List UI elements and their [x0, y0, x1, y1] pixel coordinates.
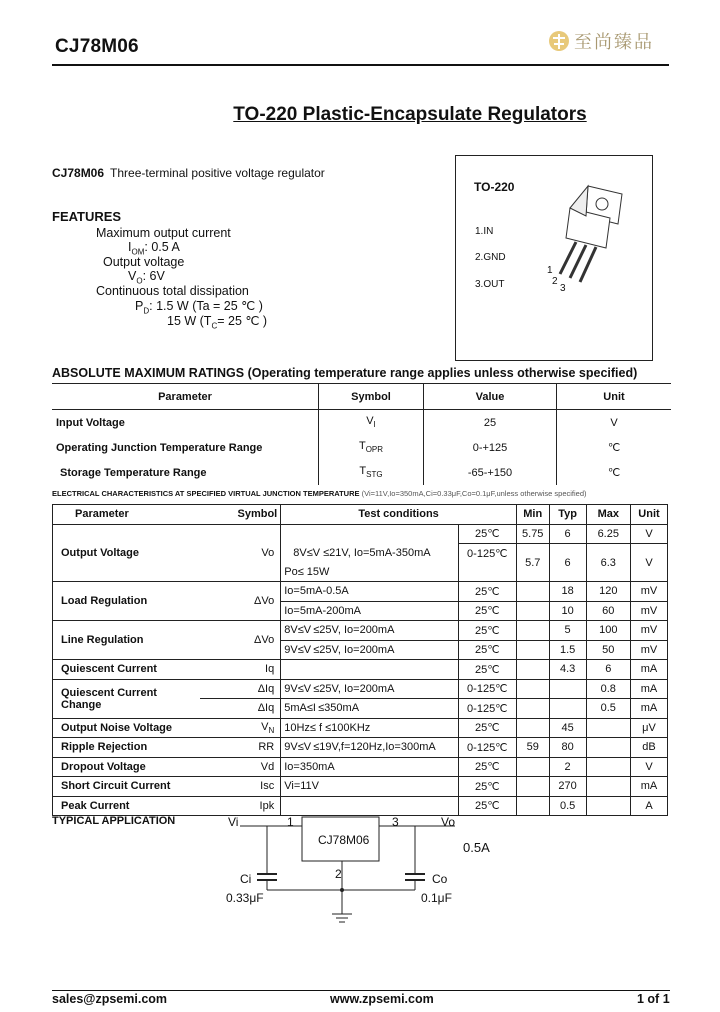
max-output-current-label: Maximum output current	[96, 226, 231, 240]
amr-symbol: $T_{OPR}$	[319, 435, 424, 460]
ec-header-symbol: Symbol	[200, 505, 280, 525]
table-row: Peak Current Ipk 25℃ 0.5 A	[53, 796, 668, 816]
table-row: Quiescent Current Iq 25℃ 4.3 6 mA	[53, 660, 668, 680]
table-row: 8V≤V ≤21V, Io=5mA-350mA 0-125℃ 5.7 6 6.3 V	[53, 544, 668, 563]
logo-icon	[548, 29, 570, 53]
amr-value: -65-+150	[424, 460, 557, 485]
amr-param: Storage Temperature Range	[52, 460, 319, 485]
co-value: 0.1μF	[421, 891, 452, 905]
logo-text: 至尚臻品	[574, 32, 654, 52]
pin1-label: 1	[287, 815, 294, 829]
pin-3-label: 3.OUT	[475, 279, 505, 290]
pin-num-1: 1	[547, 265, 553, 276]
footer-page-number: 1 of 1	[637, 992, 670, 1006]
ec-table	[52, 504, 668, 816]
vo-spec: $V_O$: 6V	[128, 269, 165, 286]
pin-num-3: 3	[560, 283, 566, 294]
description-part: CJ78M06	[52, 166, 105, 180]
footer-website[interactable]: www.zpsemi.com	[330, 992, 434, 1006]
table-row: Line Regulation ΔVo 8V≤V ≤25V, Io=200mA 25℃ 5 100 mV	[53, 621, 668, 641]
table-row: Output Voltage Vo 25℃ 5.75 6 6.25 V	[53, 524, 668, 544]
amr-header-symbol: Symbol	[319, 384, 424, 410]
table-row: ΔIq 5mA≤I ≤350mA 0-125℃ 0.5 mA	[53, 699, 668, 719]
table-row: Output Noise Voltage $V_N$ 10Hz≤ f ≤100KHz 25℃ 45 μV	[53, 718, 668, 738]
amr-symbol: $T_{STG}$	[319, 460, 424, 485]
pd-spec: $P_D$: 1.5 W (Ta = 25 ℃ )	[135, 299, 263, 316]
amr-unit: ℃	[607, 467, 621, 479]
header-divider	[52, 64, 669, 66]
ic-label: CJ78M06	[318, 833, 370, 847]
amr-value: 25	[424, 410, 557, 436]
ec-header-max: Max	[586, 505, 630, 525]
pd-spec-2: 15 W ($T_C= 25$ ℃ )	[167, 314, 268, 331]
table-row: Load Regulation ΔVo Io=5mA-0.5A 25℃ 18 120 mV	[53, 582, 668, 602]
vo-label: Vo	[441, 815, 456, 829]
pin3-label: 3	[392, 815, 399, 829]
document-title: TO-220 Plastic-Encapsulate Regulators	[233, 104, 587, 125]
ci-label: Ci	[240, 872, 252, 886]
amr-unit: ℃	[607, 442, 621, 454]
ci-value: 0.33μF	[226, 891, 264, 905]
features-heading: FEATURES	[52, 209, 122, 224]
table-row: Po≤ 15W	[53, 563, 668, 582]
pin-num-2: 2	[552, 276, 558, 287]
output-current-label: 0.5A	[463, 840, 490, 855]
table-row: Quiescent Current Change ΔIq 9V≤V ≤25V, Io=200mA 0-125℃ 0.8 mA	[53, 679, 668, 699]
table-row: Short Circuit Current Isc Vi=11V 25℃ 270 mA	[53, 777, 668, 797]
dissipation-label: Continuous total dissipation	[96, 284, 249, 298]
pin-2-label: 2.GND	[475, 252, 506, 263]
description	[52, 166, 325, 180]
table-row	[52, 460, 671, 485]
iom-spec: $I_{OM}$: 0.5 A	[128, 240, 180, 257]
ec-heading: ELECTRICAL CHARACTERISTICS AT SPECIFIED VIRTUAL JUNCTION TEMPERATURE (Vi=11V,Io=350mA,Ci=0.33μF,Co=0.1μF,unless otherwise specified)	[52, 489, 587, 498]
table-row: 9V≤V ≤25V, Io=200mA 25℃ 1.5 50 mV	[53, 640, 668, 660]
amr-table	[52, 383, 671, 485]
ec-conditions: (Vi=11V,Io=350mA,Ci=0.33μF,Co=0.1μF,unless otherwise specified)	[361, 489, 587, 498]
amr-header-value: Value	[424, 384, 557, 410]
ec-header-parameter: Parameter	[53, 505, 201, 525]
part-number-header: CJ78M06	[55, 36, 139, 57]
amr-value: 0-+125	[424, 435, 557, 460]
typical-application-heading: TYPICAL APPLICATION	[52, 815, 176, 827]
ec-header-test-conditions: Test conditions	[281, 505, 517, 525]
table-row	[52, 410, 671, 436]
ec-header-typ: Typ	[549, 505, 586, 525]
application-circuit	[225, 812, 500, 924]
table-row: Dropout Voltage Vd Io=350mA 25℃ 2 V	[53, 757, 668, 777]
table-row	[52, 435, 671, 460]
company-logo	[548, 28, 654, 54]
amr-heading: ABSOLUTE MAXIMUM RATINGS (Operating temperature range applies unless otherwise specified)	[52, 366, 638, 380]
amr-unit: V	[610, 416, 618, 429]
output-voltage-label: Output voltage	[103, 255, 185, 269]
footer-divider	[52, 990, 670, 991]
pin2-label: 2	[335, 867, 342, 881]
ec-header-min: Min	[516, 505, 549, 525]
amr-param: Operating Junction Temperature Range	[52, 435, 319, 460]
vi-label: Vi	[228, 815, 239, 829]
co-label: Co	[432, 872, 448, 886]
ec-header-row	[53, 505, 668, 525]
description-text: Three-terminal positive voltage regulator	[110, 166, 325, 180]
amr-header-parameter: Parameter	[52, 384, 319, 410]
pin-1-label: 1.IN	[475, 226, 494, 237]
amr-symbol: $V_I$	[319, 410, 424, 436]
table-row: Ripple Rejection RR 9V≤V ≤19V,f=120Hz,Io=300mA 0-125℃ 59 80 dB	[53, 738, 668, 758]
package-title: TO-220	[474, 180, 515, 194]
amr-header-unit: Unit	[557, 384, 672, 410]
ec-header-unit: Unit	[630, 505, 667, 525]
amr-param: Input Voltage	[52, 410, 319, 436]
table-row: Io=5mA-200mA 25℃ 10 60 mV	[53, 601, 668, 621]
footer-email[interactable]: sales@zpsemi.com	[52, 992, 168, 1006]
